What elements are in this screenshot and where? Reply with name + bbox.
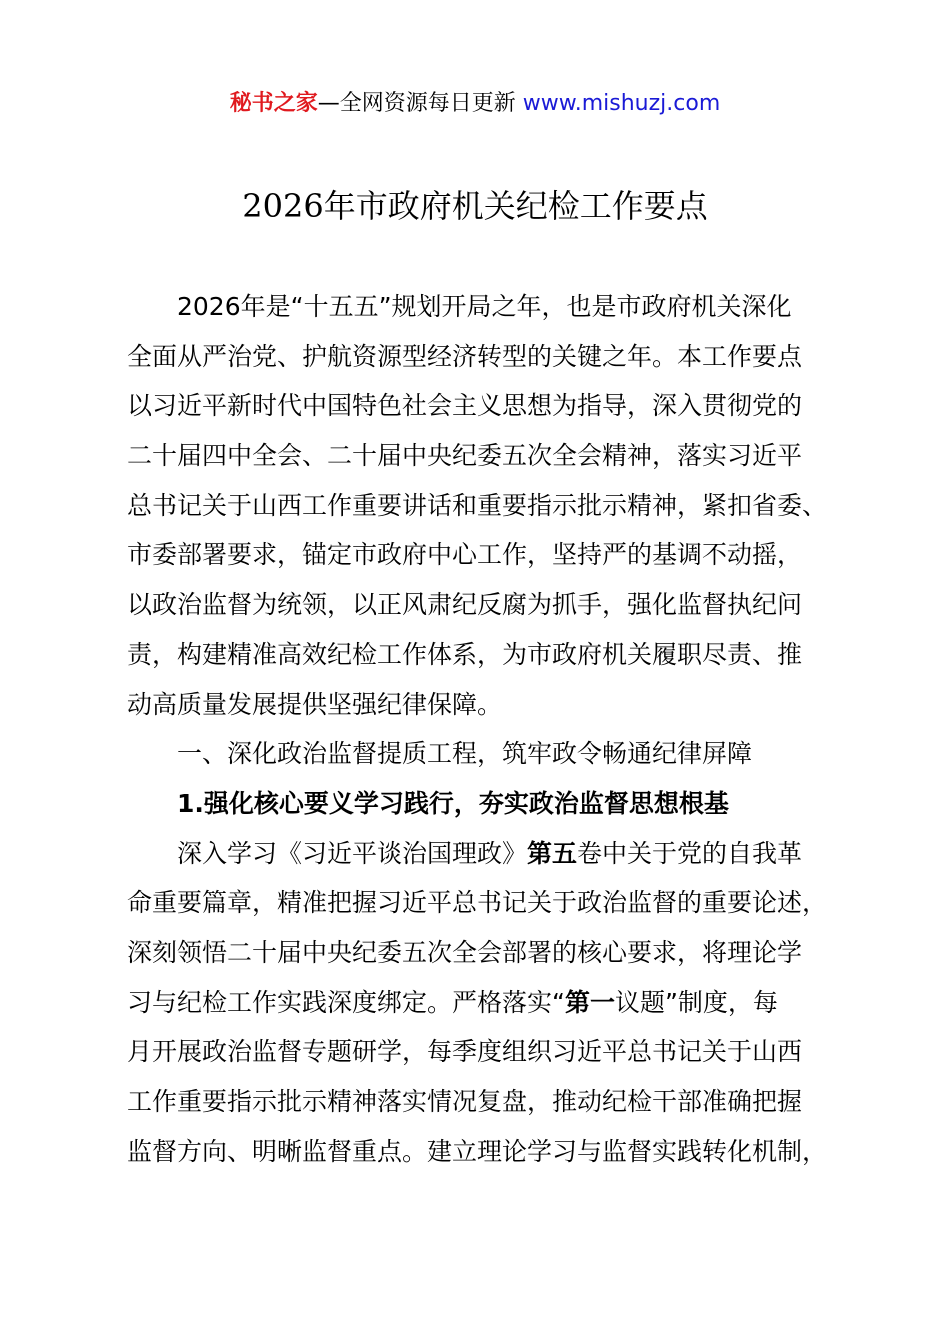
paragraph-line: 工作重要指示批示精神落实情况复盘，推动纪检干部准确把握: [127, 1087, 803, 1116]
paragraph-line: 以政治监督为统领，以正风肃纪反腐为抓手，强化监督执纪问: [127, 590, 803, 620]
document-body: [127, 282, 847, 1176]
text-segment: 卷中关于党的自我革: [577, 838, 803, 868]
paragraph-line: 二十届四中全会、二十届中央纪委五次全会精神，落实习近平: [127, 441, 803, 471]
bold-text-segment: 第五: [527, 838, 578, 868]
paragraph-line: 总书记关于山西工作重要讲话和重要指示批示精神，紧扣省委、: [127, 490, 828, 520]
text-segment: 深入学习《习近平谈治国理政》: [177, 838, 528, 868]
bold-text-segment: 第一: [564, 987, 615, 1017]
paragraph-line: 市委部署要求，锚定市政府中心工作，坚持严的基调不动摇，: [127, 540, 803, 570]
paragraph-line: 动高质量发展提供坚强纪律保障。: [127, 689, 503, 719]
subsection-heading: 1.强化核心要义学习践行，夯实政治监督思想根基: [177, 788, 729, 818]
paragraph-line: 月开展政治监督专题研学，每季度组织习近平总书记关于山西: [127, 1037, 803, 1067]
paragraph-line: 全面从严治党、护航资源型经济转型的关键之年。本工作要点: [127, 341, 803, 371]
text-segment: 习与纪检工作实践深度绑定。严格落实“: [127, 987, 565, 1017]
paragraph-line: 责，构建精准高效纪检工作体系，为市政府机关履职尽责、推: [127, 639, 803, 669]
paragraph-line: 命重要篇章，精准把握习近平总书记关于政治监督的重要论述，: [127, 888, 828, 918]
paragraph-line: [127, 829, 847, 879]
text-segment: 议题”制度，每: [614, 987, 778, 1017]
site-url-link[interactable]: www.mishuzj.com: [522, 91, 721, 116]
site-brand: 秘书之家: [229, 91, 318, 116]
paragraph-line: [127, 978, 847, 1028]
section-heading: 一、深化政治监督提质工程，筑牢政令畅通纪律屏障: [177, 739, 753, 769]
paragraph-line: 2026年是“十五五”规划开局之年，也是市政府机关深化: [177, 292, 792, 321]
document-title: 2026年市政府机关纪检工作要点: [242, 187, 708, 225]
paragraph-line: 监督方向、明晰监督重点。建立理论学习与监督实践转化机制，: [127, 1136, 828, 1166]
paragraph-line: 以习近平新时代中国特色社会主义思想为指导，深入贯彻党的: [127, 391, 803, 421]
site-header: [0, 88, 950, 120]
site-tagline: —全网资源每日更新: [317, 91, 523, 116]
paragraph-line: 深刻领悟二十届中央纪委五次全会部署的核心要求，将理论学: [127, 937, 803, 967]
